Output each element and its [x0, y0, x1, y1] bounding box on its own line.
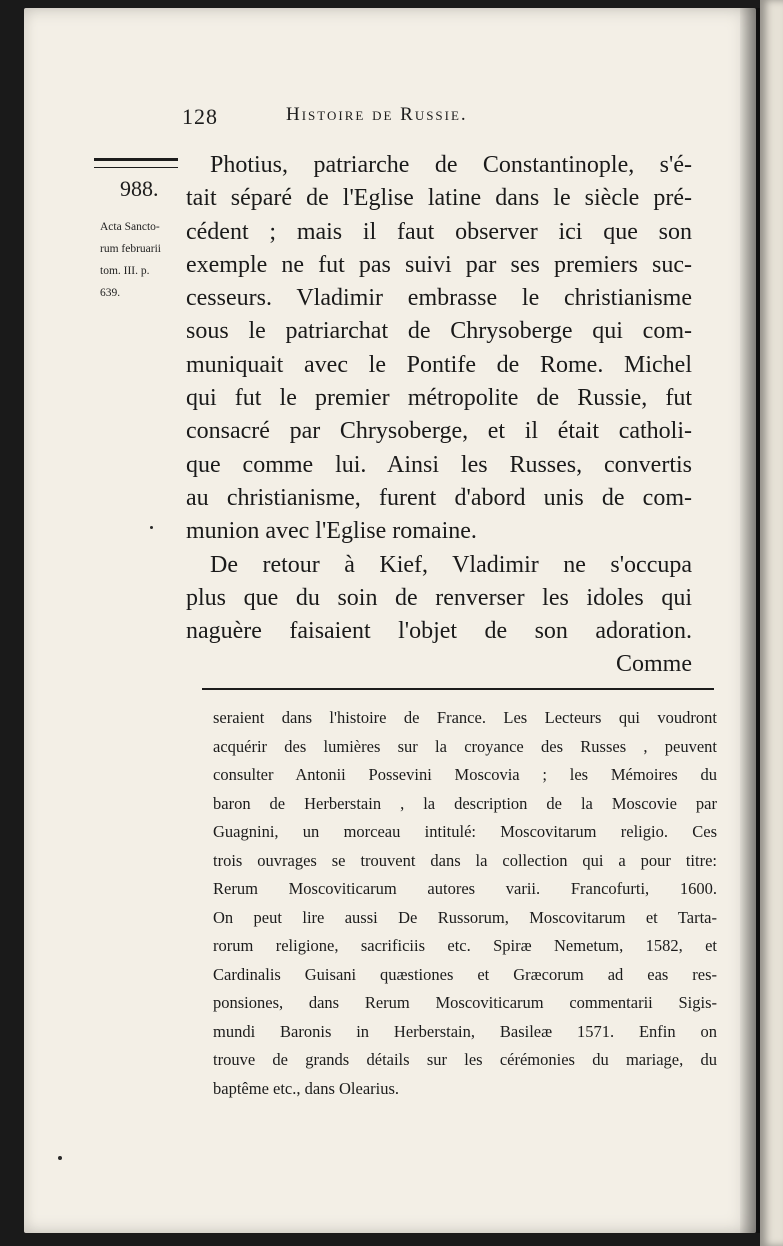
- margin-citation-line: 639.: [100, 287, 121, 299]
- text-line: muniquait avec le Pontife de Rome. Michel: [186, 351, 692, 378]
- text-line: exemple ne fut pas suivi par ses premiers suc-: [186, 251, 692, 278]
- text-line: que comme lui. Ainsi les Russes, convertis: [186, 451, 692, 478]
- margin-citation-line: tom. III. p.: [100, 265, 150, 277]
- text-line: tait séparé de l'Eglise latine dans le siècle pré-: [186, 185, 692, 212]
- footnote-line: Cardinalis Guisani quæstiones et Græcorum ad eas res-: [213, 964, 717, 984]
- gutter-shadow: [740, 8, 760, 1233]
- footnote-line: consulter Antonii Possevini Moscovia ; les Mémoires du: [213, 765, 717, 784]
- text-line: Photius, patriarche de Constantinople, s'é-: [210, 152, 692, 178]
- page-header: [24, 104, 756, 134]
- main-text: [186, 149, 692, 682]
- text-line: plus que du soin de renverser les idoles qui: [186, 584, 692, 611]
- footnote-line: acquérir des lumières sur la croyance des Russes , peuvent: [213, 736, 717, 756]
- footnote-line: trois ouvrages se trouvent dans la collection qui a pour titre:: [213, 850, 717, 870]
- footnote-rule: [202, 688, 714, 690]
- footnote-line: On peut lire aussi De Russorum, Moscovitarum et Tarta-: [213, 907, 717, 927]
- book-page: [24, 8, 756, 1233]
- footnote-line: trouve de grands détails sur les cérémonies du mariage, du: [213, 1050, 717, 1069]
- page-number: 128: [182, 104, 218, 129]
- footnote-line: baron de Herberstain , la description de la Moscovie par: [213, 793, 717, 813]
- text-line: qui fut le premier métropolite de Russie, fut: [186, 385, 692, 412]
- text-line: consacré par Chrysoberge, et il était catholi-: [186, 418, 692, 445]
- text-line: naguère faisaient l'objet de son adoration.: [186, 618, 692, 645]
- text-line: sous le patriarchat de Chrysoberge qui com-: [186, 318, 692, 345]
- margin-citation-line: rum februarii: [100, 243, 161, 255]
- text-line: cesseurs. Vladimir embrasse le christianisme: [186, 285, 692, 312]
- text-line: De retour à Kief, Vladimir ne s'occupa: [210, 551, 692, 578]
- footnote-line: mundi Baronis in Herberstain, Basileæ 1571. Enfin on: [213, 1021, 717, 1041]
- footnote-line: seraient dans l'histoire de France. Les Lecteurs qui voudront: [213, 708, 717, 727]
- running-title: Histoire de Russie.: [286, 104, 468, 125]
- text-line: au christianisme, furent d'abord unis de com-: [186, 484, 692, 511]
- footnote-line: baptême etc., dans Olearius.: [213, 1078, 400, 1098]
- footnote: [213, 704, 717, 1103]
- margin-year: 988.: [120, 176, 159, 201]
- paper-speck: [58, 1156, 62, 1160]
- footnote-line: Rerum Moscoviticarum autores varii. Francofurti, 1600.: [213, 879, 717, 898]
- text-line: cédent ; mais il faut observer ici que son: [186, 218, 692, 245]
- text-line: munion avec l'Eglise romaine.: [186, 518, 477, 545]
- footnote-line: ponsiones, dans Rerum Moscoviticarum commentarii Sigis-: [213, 993, 717, 1012]
- margin-rule: [94, 158, 178, 168]
- paper-speck: [150, 526, 153, 529]
- facing-page-edge: [760, 0, 783, 1246]
- catchword: Comme: [616, 651, 692, 678]
- margin-citation-line: Acta Sancto-: [100, 221, 160, 233]
- footnote-line: Guagnini, un morceau intitulé: Moscovitarum religio. Ces: [213, 822, 717, 841]
- footnote-line: rorum religione, sacrificiis etc. Spiræ Nemetum, 1582, et: [213, 936, 717, 955]
